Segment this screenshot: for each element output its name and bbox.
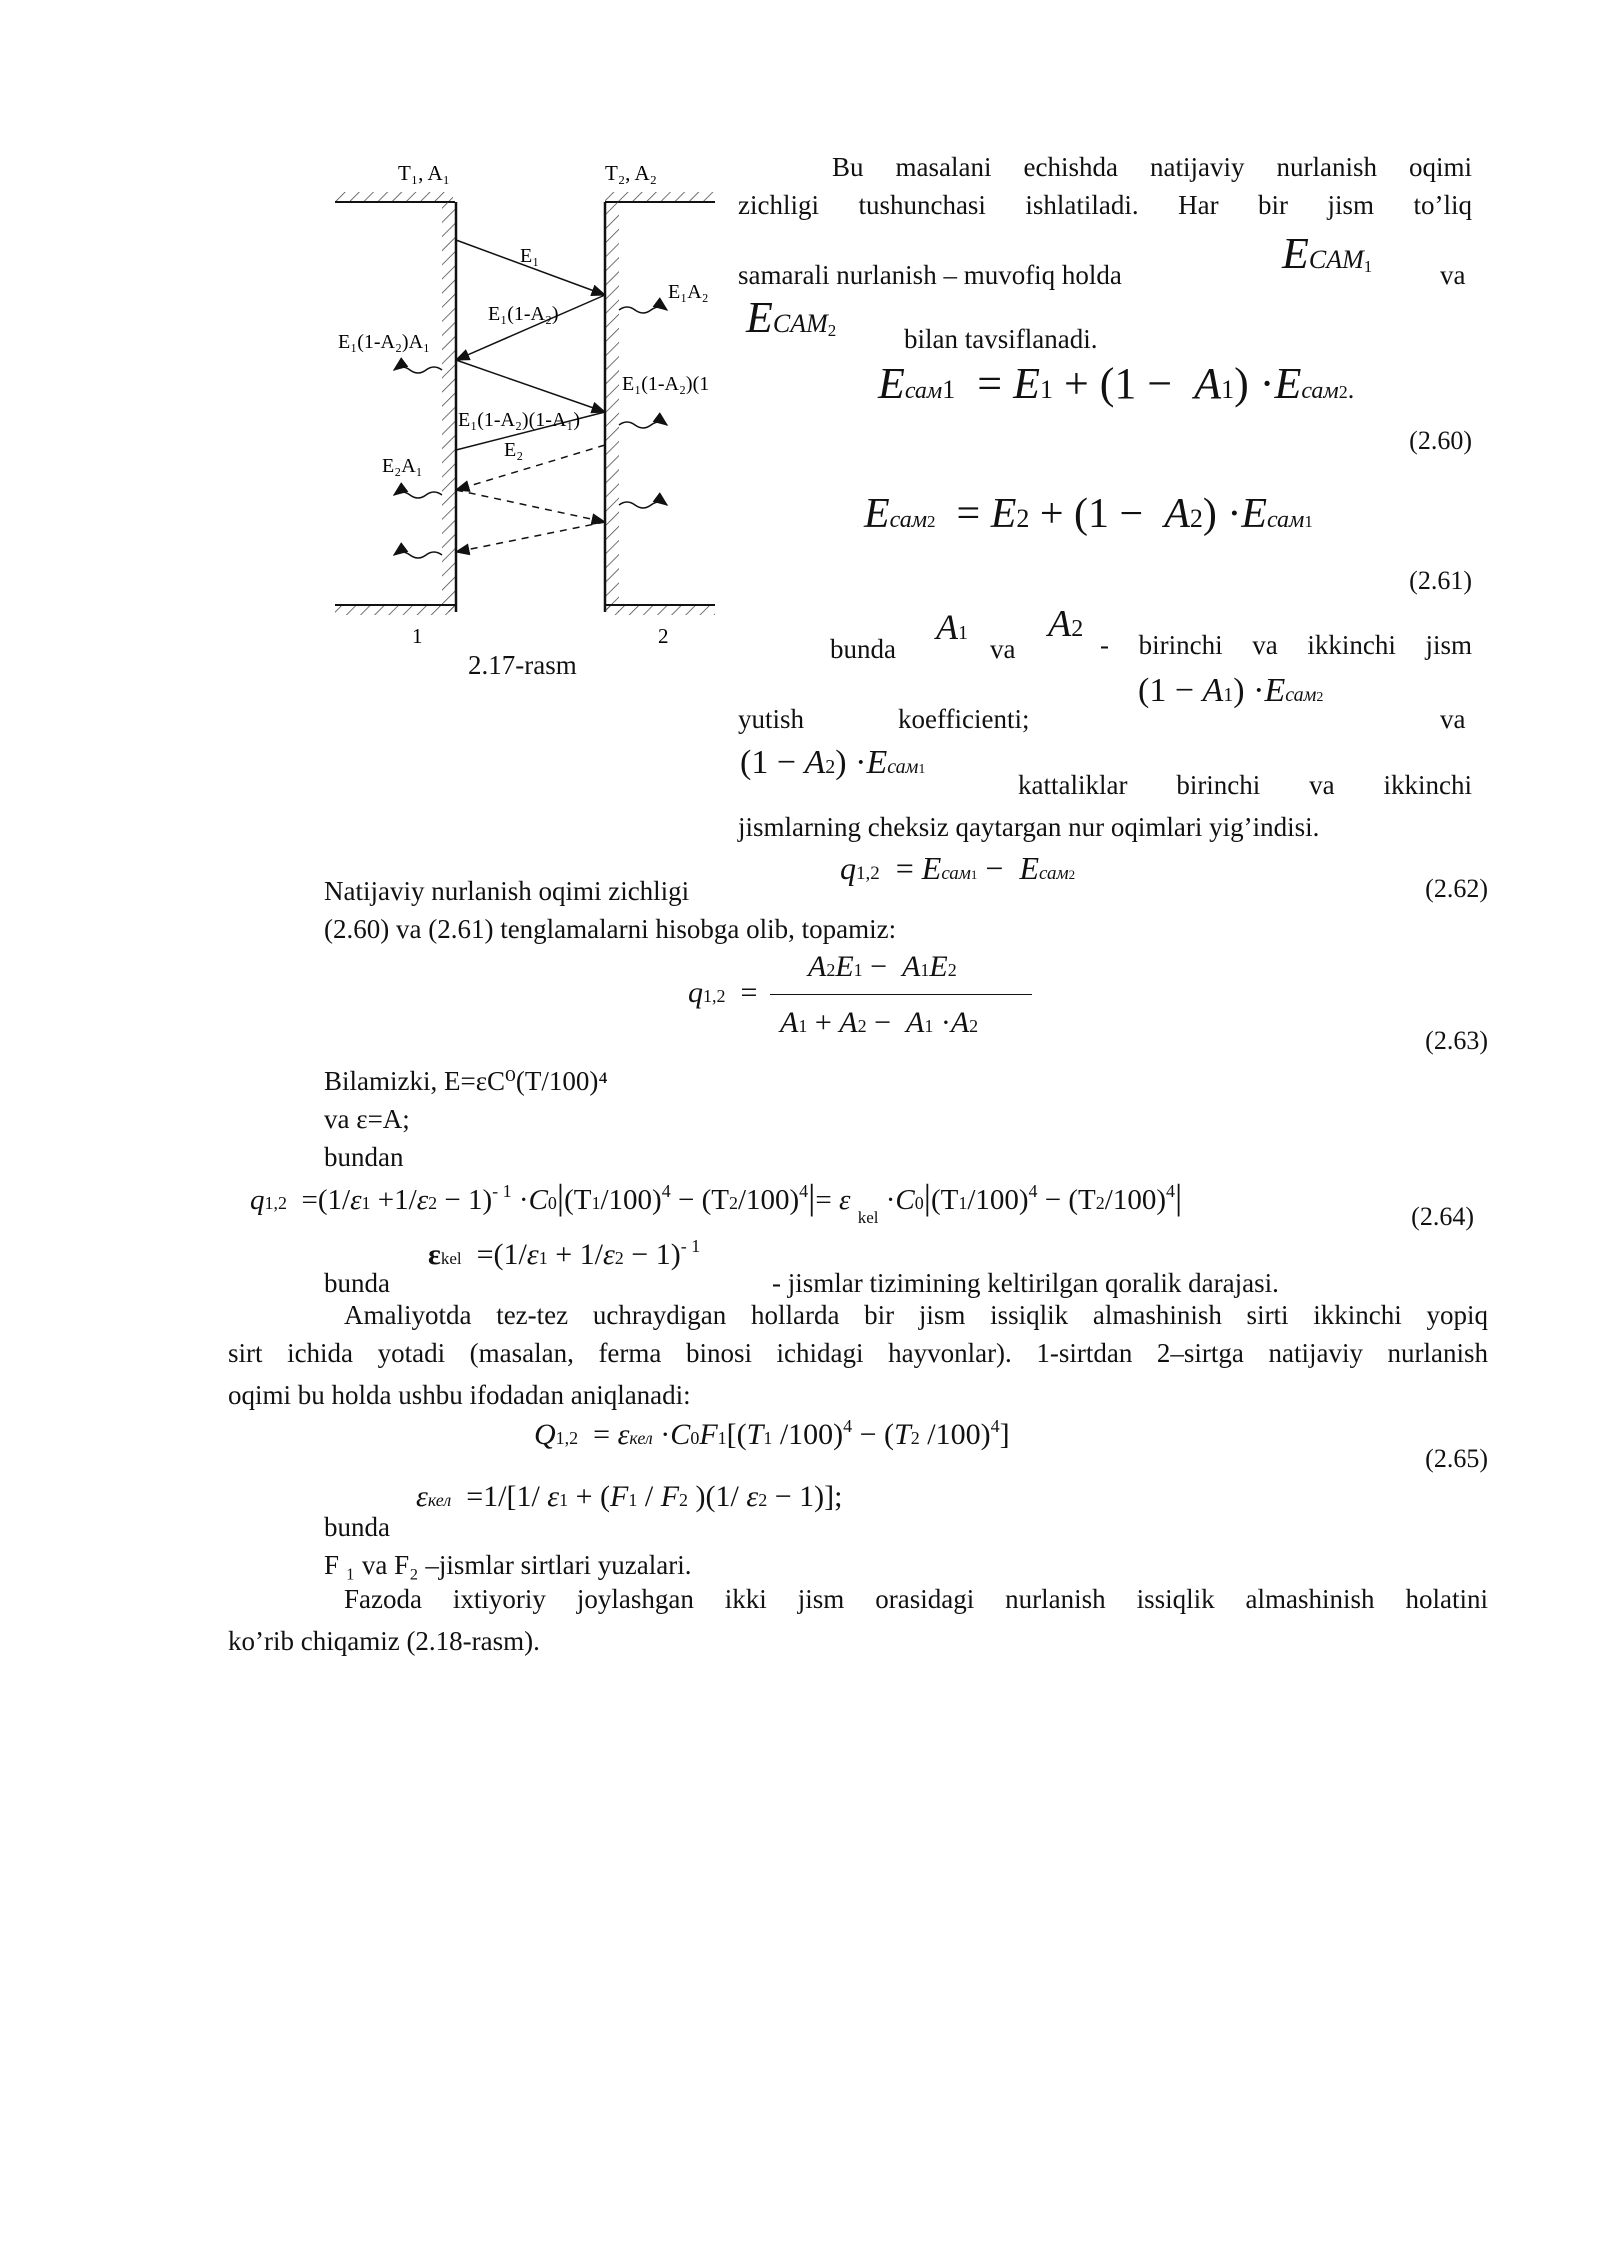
e-sam1-inline: ECAM1 bbox=[1282, 229, 1373, 278]
equation-2-65: Q1,2 = εкел ·C0F1[(T1 /100)$^4$ − (T2 /100)$^4$] bbox=[534, 1416, 1010, 1451]
top-right-hatch bbox=[605, 192, 715, 202]
equation-e-kel-2: εкел =1/[1/ ε1 + (F1 / F2 )(1/ ε2 − 1)]; bbox=[416, 1480, 843, 1513]
label-e2-a1: E₂A₁ bbox=[382, 455, 423, 477]
p5-line: - jismlar tizimining keltirilgan qoralik darajasi. bbox=[772, 1268, 1279, 1298]
p6-line3: oqimi bu holda ushbu ifodadan aniqlanadi: bbox=[228, 1380, 691, 1410]
p2-line2a: yutish bbox=[738, 704, 805, 734]
p6-line2: sirt ichida yotadi (masalan, ferma binosi ichidagi hayvonlar). 1-sirtdan 2–sirtga natijaviy nurlanish bbox=[228, 1338, 1488, 1368]
eq-number-2-62: (2.62) bbox=[1425, 874, 1488, 903]
label-e1: E₁ bbox=[520, 245, 540, 267]
p3-line2: (2.60) va (2.61) tenglamalarni hisobga olib, topamiz: bbox=[324, 914, 897, 944]
p4-line2: va ε=A; bbox=[324, 1104, 410, 1134]
top-left-hatch bbox=[335, 192, 453, 202]
absorbed-e2-left bbox=[394, 552, 442, 558]
a1-inline: A1 bbox=[936, 607, 968, 647]
eq-number-2-63: (2.63) bbox=[1425, 1026, 1488, 1055]
bunda-1: bunda bbox=[830, 634, 896, 664]
label-e1-a2: E₁A₂ bbox=[668, 281, 709, 303]
va-3: va bbox=[1440, 704, 1466, 734]
absorbed-e1-1-a2-1 bbox=[619, 422, 667, 428]
equation-2-63: q1,2 = A2E1 − A1E2 A1 + A2 − A1 ·A2 bbox=[688, 950, 1038, 1060]
wall-2-hatch bbox=[605, 202, 619, 612]
p2-line4: jismlarning cheksiz qaytargan nur oqimlari yig’indisi. bbox=[738, 812, 1320, 842]
p8-line2: ko’rib chiqamiz (2.18-rasm). bbox=[228, 1626, 540, 1656]
label-e2: E₂ bbox=[504, 439, 524, 461]
p4-line3: bundan bbox=[324, 1142, 404, 1172]
va-1: va bbox=[1440, 260, 1466, 290]
equation-2-64: $q1,2 =(1/\varepsilon 1 +1/\varepsilon 2 - 1)^{- 1} \cdot C0|(T1/100)^4 - (T2/100)^4|= \varepsilon$ $_{kel} \cdot C0|(T1/100)^4 - (T2/100)^4|$ bbox=[250, 1177, 1183, 1227]
label-e1-1-a2: E₁(1-A₂) bbox=[488, 303, 559, 325]
p2-line3: kattaliklar birinchi va ikkinchi bbox=[1018, 770, 1472, 800]
bunda-2: bunda bbox=[324, 1268, 390, 1298]
term-1-a1-esam2: (1 − A1) ·Eсам2 bbox=[1138, 672, 1324, 709]
label-e1-1-a2-1: E₁(1-A₂)(1 bbox=[622, 373, 710, 395]
p8-line1: Fazoda ixtiyoriy joylashgan ikki jism orasidagi nurlanish issiqlik almashinish holatini bbox=[344, 1584, 1488, 1614]
va-2: va bbox=[990, 634, 1016, 664]
p2-line2b: koefficienti; bbox=[898, 704, 1030, 734]
wall-1-hatch bbox=[442, 202, 456, 612]
label-top-left: T₁, A₁ bbox=[398, 161, 450, 185]
absorbed-e2-right bbox=[619, 502, 667, 508]
bunda-3: bunda bbox=[324, 1512, 390, 1542]
label-e1-1-a2-a1: E₁(1-A₂)A₁ bbox=[338, 331, 431, 353]
figure-2-17 bbox=[330, 150, 740, 648]
eq-number-2-60: (2.60) bbox=[1409, 426, 1472, 455]
absorbed-e2-a1 bbox=[394, 492, 442, 498]
absorbed-e1-a2 bbox=[619, 307, 667, 313]
equation-2-62: q1,2 = Eсам1 − Eсам2 bbox=[840, 850, 1076, 886]
eq-number-2-61: (2.61) bbox=[1409, 566, 1472, 595]
term-1-a2-esam1: (1 − A2) ·Eсам1 bbox=[740, 744, 926, 781]
ray-e2-reflect bbox=[456, 490, 605, 522]
label-bottom-left: 1 bbox=[412, 624, 423, 648]
bottom-left-hatch bbox=[335, 605, 455, 615]
p6-line1: Amaliyotda tez-tez uchraydigan hollarda bir jism issiqlik almashinish sirti ikkinchi yopiq bbox=[344, 1300, 1488, 1330]
eq-number-2-64: (2.64) bbox=[1411, 1202, 1474, 1231]
p1-line1: Bu masalani echishda natijaviy nurlanish oqimi bbox=[832, 152, 1472, 182]
a2-inline: A2 bbox=[1048, 603, 1084, 645]
equation-2-61: Eсам2 = E2 + (1 − A2) ·Eсам1 bbox=[864, 491, 1313, 537]
e-sam2-inline: ECAM2 bbox=[746, 293, 837, 342]
equation-2-60: Eсам1 = E1 + (1 − A1) ·Eсам2. bbox=[878, 359, 1355, 408]
label-top-right: T₂, A₂ bbox=[605, 161, 657, 185]
ray-e1-1-a2-1-a1 bbox=[456, 360, 605, 412]
p4-line1: Bilamizki, E=εC⁰(T/100)⁴ bbox=[324, 1066, 608, 1096]
p7-line: F ₁ va F₂ –jismlar sirtlari yuzalari. bbox=[324, 1550, 692, 1580]
absorbed-e1-1-a2-a1 bbox=[394, 367, 442, 373]
p1-line3: samarali nurlanish – muvofiq holda bbox=[738, 260, 1122, 290]
p1-line4: bilan tavsiflanadi. bbox=[904, 324, 1098, 354]
label-bottom-right: 2 bbox=[658, 624, 669, 648]
p3-line1: Natijaviy nurlanish oqimi zichligi bbox=[324, 876, 690, 906]
p2-line1: - birinchi va ikkinchi jism bbox=[1100, 630, 1472, 660]
eq-number-2-65: (2.65) bbox=[1425, 1444, 1488, 1473]
label-e1-1-a2-1-a1: E₁(1-A₂)(1-A₁) bbox=[458, 409, 580, 431]
figure-caption: 2.17-rasm bbox=[468, 650, 577, 680]
p1-line2: zichligi tushunchasi ishlatiladi. Har bir jism to’liq bbox=[738, 190, 1472, 220]
ray-e2 bbox=[456, 445, 605, 490]
equation-e-kel: $\varepsilon kel =(1/\varepsilon 1 + 1/\varepsilon 2 - 1)^{- 1}$ bbox=[428, 1236, 701, 1271]
bottom-right-hatch bbox=[605, 605, 715, 615]
